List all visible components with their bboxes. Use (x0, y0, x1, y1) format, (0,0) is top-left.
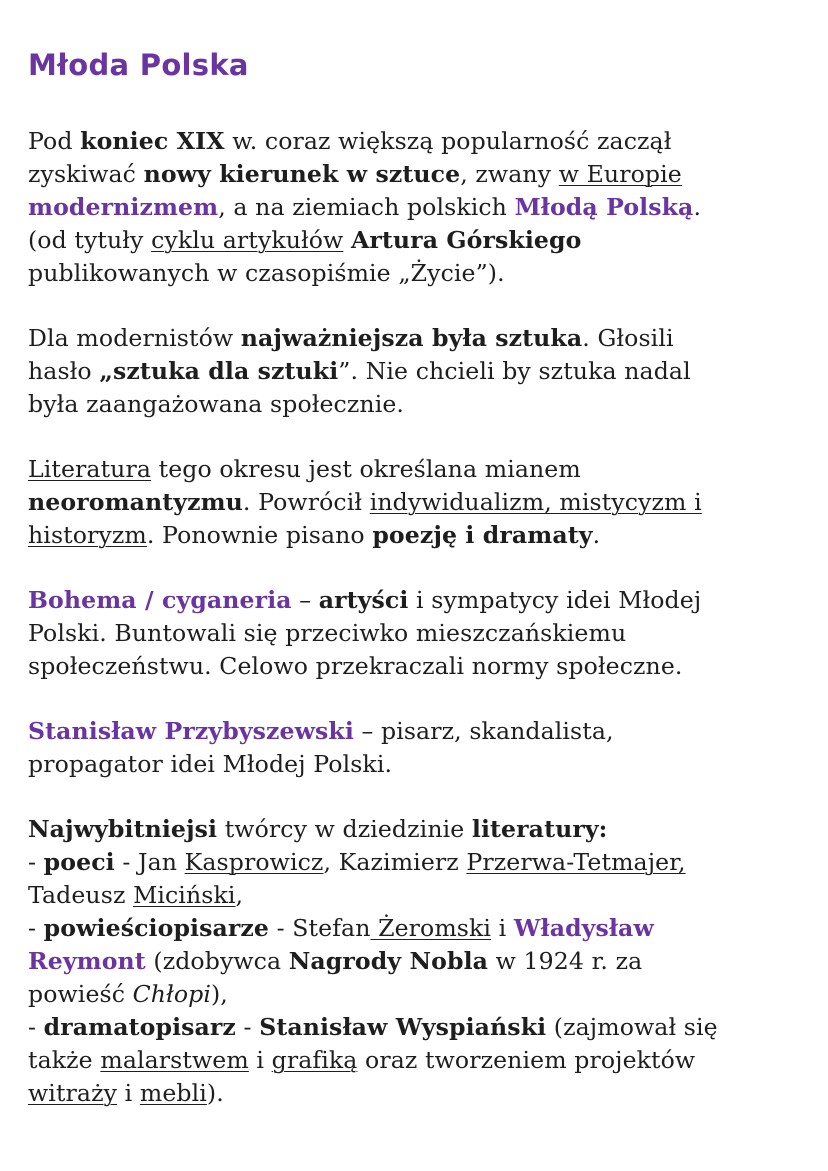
text-segment: Tadeusz (28, 881, 134, 909)
underlined-text: historyzm (28, 521, 147, 549)
text-segment: Dla modernistów (28, 324, 241, 352)
text-line (28, 945, 642, 978)
underlined-text: w Europie (558, 160, 682, 188)
bold-text: powieściopisarze (43, 914, 270, 942)
text-segment: , (235, 881, 244, 909)
text-segment: zyskiwać (28, 160, 144, 188)
text-segment: , Kazimierz (323, 848, 467, 876)
underlined-text: Kasprowicz (184, 848, 324, 876)
text-line (28, 617, 626, 650)
text-segment: i (491, 914, 514, 942)
bold-text: „sztuka dla sztuki (99, 357, 339, 385)
underlined-text: mebli (139, 1079, 207, 1107)
text-segment: – pisarz, skandalista, (353, 717, 614, 745)
text-segment: społeczeństwu. Celowo przekraczali normy społeczne. (28, 652, 683, 680)
text-line (28, 519, 600, 552)
bold-text: poeci (43, 848, 115, 876)
text-segment: . (592, 521, 601, 549)
text-line (28, 1011, 718, 1044)
text-segment: w. coraz większą popularność zaczął (224, 127, 672, 155)
text-line (28, 453, 581, 486)
text-segment: powieść (28, 980, 133, 1008)
text-line (28, 584, 701, 617)
text-line (28, 322, 674, 355)
text-segment: oraz tworzeniem projektów (357, 1046, 696, 1074)
text-segment: - Stefan (269, 914, 371, 942)
text-segment: w 1924 r. za (488, 947, 643, 975)
highlighted-term: Reymont (28, 947, 146, 975)
underlined-text: Miciński (133, 881, 236, 909)
text-segment: ), (211, 980, 228, 1008)
text-segment: - (235, 1013, 260, 1041)
text-segment: , zwany (460, 160, 559, 188)
bold-text: artyści (318, 586, 409, 614)
text-segment: tego okresu jest określana mianem (151, 455, 581, 483)
text-line (28, 125, 671, 158)
text-line (28, 257, 505, 290)
text-line (28, 388, 404, 421)
bold-text: literatury: (471, 815, 608, 843)
text-line (28, 158, 682, 191)
text-segment: . Powrócił (242, 488, 370, 516)
text-segment: . Głosili (582, 324, 674, 352)
text-segment: hasło (28, 357, 100, 385)
highlighted-term: Stanisław Przybyszewski (28, 717, 354, 745)
text-segment: , a na ziemiach polskich (218, 193, 515, 221)
text-line (28, 1077, 224, 1110)
underlined-text: Literatura (28, 455, 152, 483)
bold-text: nowy kierunek w sztuce (143, 160, 461, 188)
text-segment: - Jan (114, 848, 185, 876)
text-line (28, 650, 683, 683)
text-line (28, 1044, 695, 1077)
text-segment: propagator idei Młodej Polski. (28, 750, 393, 778)
text-line (28, 191, 701, 224)
text-line (28, 813, 607, 846)
text-segment: ). (206, 1079, 224, 1107)
bold-text: Najwybitniejsi (28, 815, 218, 843)
text-line (28, 978, 228, 1011)
text-segment: Polski. Buntowali się przeciwko mieszczańskiemu (28, 619, 627, 647)
text-segment: (zajmował się (546, 1013, 718, 1041)
text-line (28, 748, 392, 781)
bold-text: dramatopisarz (43, 1013, 236, 1041)
italic-text: Chłopi (132, 980, 211, 1008)
underlined-text: indywidualizm, mistycyzm i (369, 488, 702, 516)
text-segment: twórcy w dziedzinie (217, 815, 472, 843)
text-segment: - (28, 914, 44, 942)
text-line (28, 355, 691, 388)
text-line (28, 879, 243, 912)
highlighted-term: Młodą Polską (514, 193, 694, 221)
text-segment: i (248, 1046, 272, 1074)
text-segment: była zaangażowana społecznie. (28, 390, 405, 418)
text-segment: ”. Nie chcieli by sztuka nadal (338, 357, 691, 385)
text-segment (343, 226, 351, 254)
highlighted-term: Władysław (513, 914, 654, 942)
bold-text: Nagrody Nobla (288, 947, 489, 975)
text-line (28, 912, 654, 945)
text-segment: i (117, 1079, 140, 1107)
bold-text: najważniejsza była sztuka (240, 324, 583, 352)
text-line (28, 224, 581, 257)
underlined-text: grafiką (271, 1046, 358, 1074)
text-segment: Pod (28, 127, 81, 155)
highlighted-term: Bohema / cyganeria (28, 586, 292, 614)
bold-text: poezję i dramaty (372, 521, 593, 549)
text-segment: . (693, 193, 702, 221)
underlined-text: Żeromski (370, 914, 492, 942)
bold-text: Stanisław Wyspiański (259, 1013, 547, 1041)
text-segment: – (291, 586, 319, 614)
text-segment: publikowanych w czasopiśmie „Życie”). (28, 259, 505, 287)
text-segment: (od tytuły (28, 226, 152, 254)
text-line (28, 486, 702, 519)
page-title: Młoda Polska (28, 48, 249, 82)
bold-text: koniec XIX (80, 127, 225, 155)
bold-text: Artura Górskiego (350, 226, 582, 254)
highlighted-term: modernizmem (28, 193, 219, 221)
text-line (28, 715, 614, 748)
underlined-text: witraży (28, 1079, 118, 1107)
underlined-text: cyklu artykułów (151, 226, 344, 254)
text-segment: także (28, 1046, 101, 1074)
text-line (28, 846, 686, 879)
underlined-text: Przerwa-Tetmajer, (466, 848, 686, 876)
text-segment: (zdobywca (145, 947, 289, 975)
text-segment: - (28, 1013, 44, 1041)
underlined-text: malarstwem (100, 1046, 249, 1074)
text-segment: i sympatycy idei Młodej (408, 586, 702, 614)
text-segment: . Ponownie pisano (146, 521, 373, 549)
bold-text: neoromantyzmu (28, 488, 243, 516)
text-segment: - (28, 848, 44, 876)
